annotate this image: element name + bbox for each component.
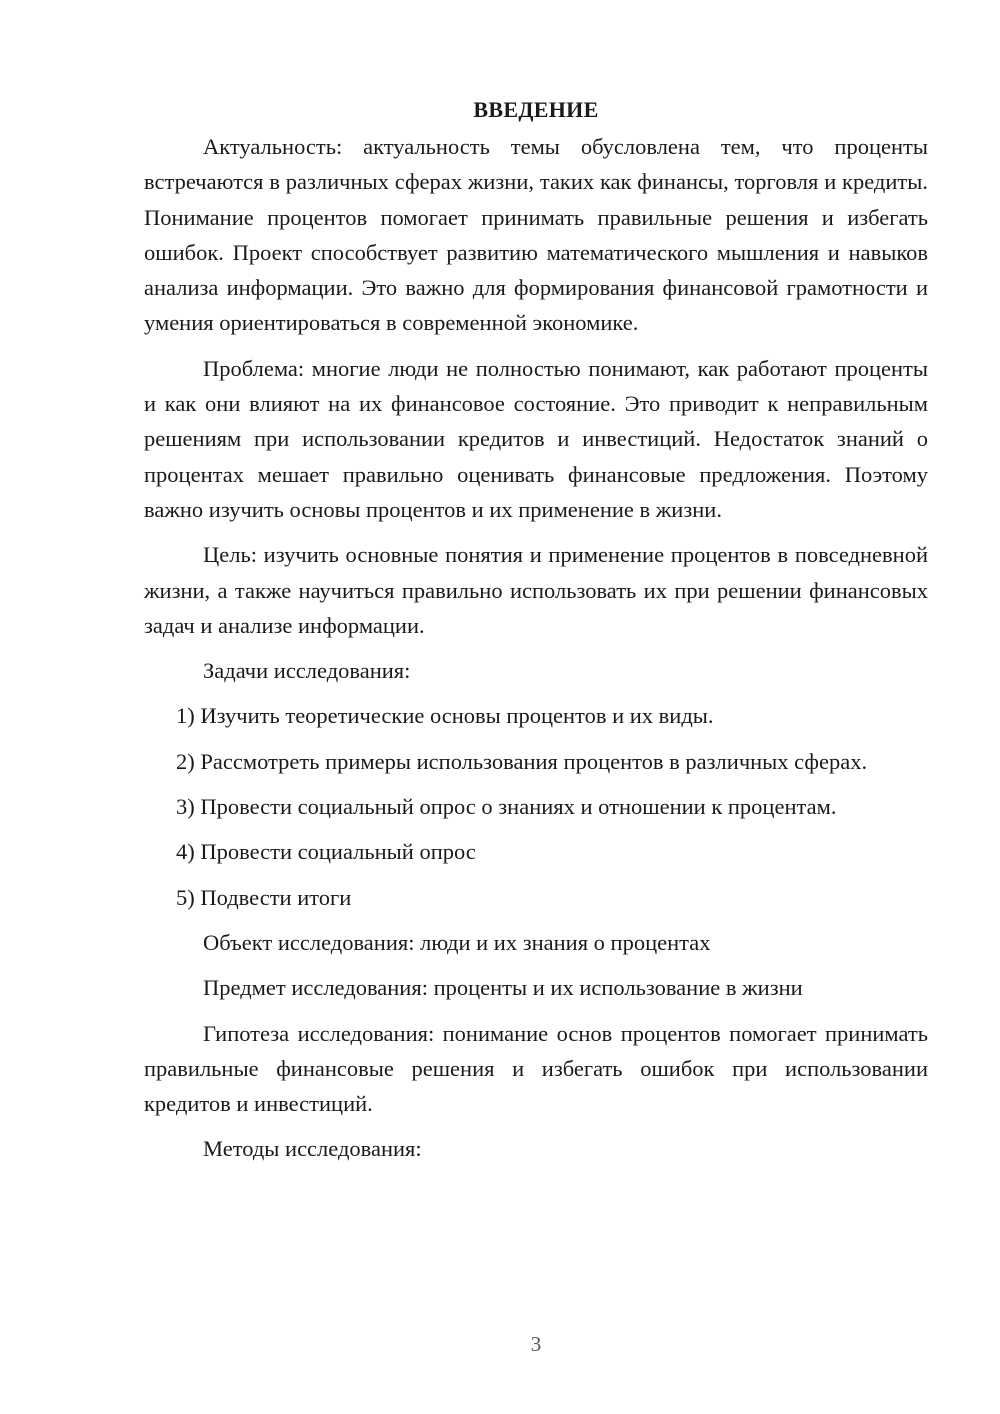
task-item: 2) Рассмотреть примеры использования процентов в различных сферах. [176, 748, 868, 774]
research-object: Объект исследования: люди и их знания о процентах [203, 929, 711, 955]
task-item: 5) Подвести итоги [176, 884, 352, 910]
page-title: ВВЕДЕНИЕ [473, 97, 599, 122]
problem-paragraph: Проблема: многие люди не полностью понимают, как работают проценты и как они влияют на их финансовое состояние. Это приводит к неправильным решениям при использовании кредитов и инвестиций. Недостаток знаний о процентах мешает правильно оценивать финансовые предложения. Поэтому важно изучить основы процентов и их применение в жизни. [144, 355, 928, 522]
research-hypothesis: Гипотеза исследования: понимание основ процентов помогает принимать правильные финансовые решения и избегать ошибок при использовании кредитов и инвестиций. [144, 1020, 928, 1117]
relevance-paragraph: Актуальность: актуальность темы обусловлена тем, что проценты встречаются в различных сферах жизни, таких как финансы, торговля и кредиты. Понимание процентов помогает принимать правильные решения и избегать ошибок. Проект способствует развитию математического мышления и навыков анализа информации. Это важно для формирования финансовой грамотности и умения ориентироваться в современной экономике. [144, 134, 928, 336]
research-methods: Методы исследования: [203, 1136, 422, 1162]
page-content [144, 92, 928, 1177]
task-item: 4) Провести социальный опрос [176, 839, 476, 865]
goal-paragraph: Цель: изучить основные понятия и применение процентов в повседневной жизни, а также научиться правильно использовать их при решении финансовых задач и анализе информации. [144, 542, 928, 638]
tasks-heading: Задачи исследования: [203, 658, 411, 684]
task-item: 3) Провести социальный опрос о знаниях и отношении к процентам. [176, 794, 837, 820]
research-subject: Предмет исследования: проценты и их использование в жизни [203, 975, 803, 1001]
task-item: 1) Изучить теоретические основы процентов и их виды. [176, 703, 714, 729]
page-number: 3 [530, 1332, 542, 1356]
